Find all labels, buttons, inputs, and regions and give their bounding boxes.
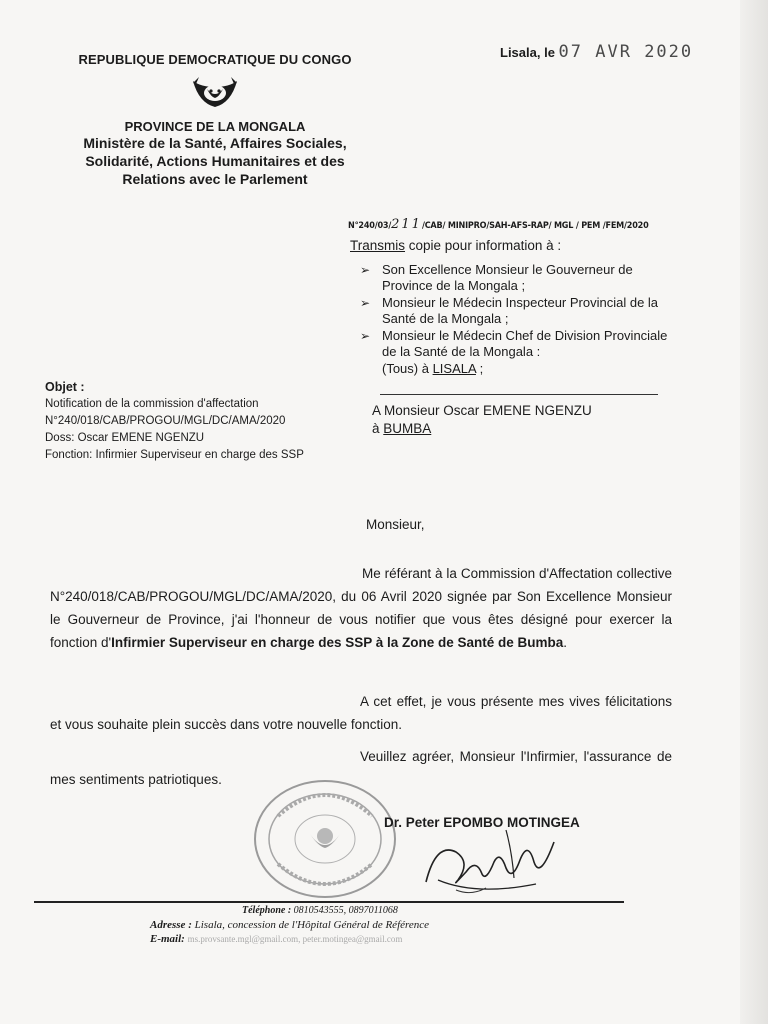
salutation: Monsieur,: [366, 517, 425, 532]
leopard-head-emblem-icon: [185, 73, 245, 111]
recipient-text: Son Excellence Monsieur le Gouverneur de Province de la Mongala ;: [382, 262, 633, 293]
transmis-label: Transmis: [350, 238, 406, 253]
subject-label: Objet :: [45, 380, 85, 394]
date-stamp: 07 AVR 2020: [558, 42, 694, 62]
subject-block: [45, 379, 365, 464]
list-item: [360, 295, 680, 327]
footer-address: [150, 918, 610, 932]
arrow-bullet-icon: ➢: [360, 296, 371, 310]
addressee-name: A Monsieur Oscar EMENE NGENZU: [372, 403, 592, 418]
country-name: REPUBLIQUE DEMOCRATIQUE DU CONGO: [78, 52, 352, 67]
addressee-place: BUMBA: [383, 421, 432, 436]
subject-line: Notification de la commission d'affectation: [45, 398, 259, 410]
email-value: ms.provsante.mgl@gmail.com, peter.motingea@gmail.com: [187, 934, 403, 944]
addressee-place-line: [372, 420, 592, 438]
paragraph-bold-text: Infirmier Superviseur en charge des SSP à la Zone de Santé de Bumba: [111, 635, 564, 650]
letterhead: [60, 52, 370, 188]
divider: [380, 394, 658, 395]
footer-phone: [150, 904, 610, 918]
recipient-text: Monsieur le Médecin Chef de Division Provinciale de la Santé de la Mongala :: [382, 328, 668, 359]
official-round-seal-icon: [250, 776, 400, 902]
address-value: Lisala, concession de l'Hôpital Général de Référence: [191, 919, 430, 931]
copy-recipients-list: [360, 262, 680, 378]
transmis-line: [350, 238, 561, 253]
paragraph-text: .: [563, 635, 568, 650]
recipients-place: LISALA: [432, 361, 476, 376]
reference-handwritten-number: 211: [391, 217, 422, 232]
recipients-tail-prefix: (Tous) à: [382, 361, 433, 376]
subject-line: Doss: Oscar EMENE NGENZU: [45, 432, 205, 444]
reference-number: [348, 217, 649, 232]
email-label: E-mail:: [150, 933, 185, 945]
recipients-tail: [360, 361, 680, 377]
phone-label: Téléphone :: [242, 905, 292, 916]
footer-divider: [34, 901, 624, 903]
list-item: [360, 262, 680, 294]
reference-prefix: N°240/03/: [348, 221, 392, 231]
recipients-tail-suffix: ;: [475, 361, 484, 376]
ministry-line: Ministère de la Santé, Affaires Sociales,: [83, 135, 347, 151]
address-label: Adresse :: [150, 919, 192, 931]
body-paragraph: Veuillez agréer, Monsieur l'Infirmier, l'assurance de mes sentiments patriotiques.: [50, 749, 672, 787]
province-name: PROVINCE DE LA MONGALA: [124, 119, 306, 134]
date-prefix: Lisala, le: [500, 45, 555, 60]
phone-value: 0810543555, 0897011068: [291, 905, 398, 916]
reference-suffix: /CAB/ MINIPRO/SAH-AFS-RAP/ MGL / PEM /FEM/2020: [421, 221, 649, 231]
paragraph-text: Me référant à la Commission d'Affectation collective N°240/018/CAB/PROGOU/MGL/DC/AMA/2020, du 06 Avril 2020 signée par Son Excellence Monsieur le Gouverneur de Province, j'ai l'honneur de vous notifier que vous êtes désigné pour exercer la fonction d': [50, 566, 672, 650]
transmis-rest: copie pour information à :: [405, 238, 562, 253]
addressee-prefix: à: [372, 421, 384, 436]
body-paragraph: A cet effet, je vous présente mes vives félicitations et vous souhaite plein succès dans votre nouvelle fonction.: [50, 694, 672, 732]
subject-line: N°240/018/CAB/PROGOU/MGL/DC/AMA/2020: [45, 415, 286, 427]
subject-line: Fonction: Infirmier Superviseur en charge des SSP: [45, 449, 304, 461]
body-paragraph: [50, 562, 672, 654]
signer-name: Dr. Peter EPOMBO MOTINGEA: [384, 815, 580, 830]
handwritten-signature-icon: [416, 822, 566, 902]
letter-date: [500, 42, 693, 62]
ministry-line: Solidarité, Actions Humanitaires et des: [85, 153, 345, 169]
recipient-text: Monsieur le Médecin Inspecteur Provincial de la Santé de la Mongala ;: [382, 295, 659, 326]
footer: [150, 904, 610, 946]
arrow-bullet-icon: ➢: [360, 329, 371, 343]
footer-email: [150, 932, 610, 946]
paper-edge-shadow: [740, 0, 768, 1024]
ministry-line: Relations avec le Parlement: [122, 171, 308, 187]
addressee: [372, 402, 592, 438]
list-item: [360, 328, 680, 360]
ministry-name: [60, 134, 370, 188]
arrow-bullet-icon: ➢: [360, 263, 371, 277]
